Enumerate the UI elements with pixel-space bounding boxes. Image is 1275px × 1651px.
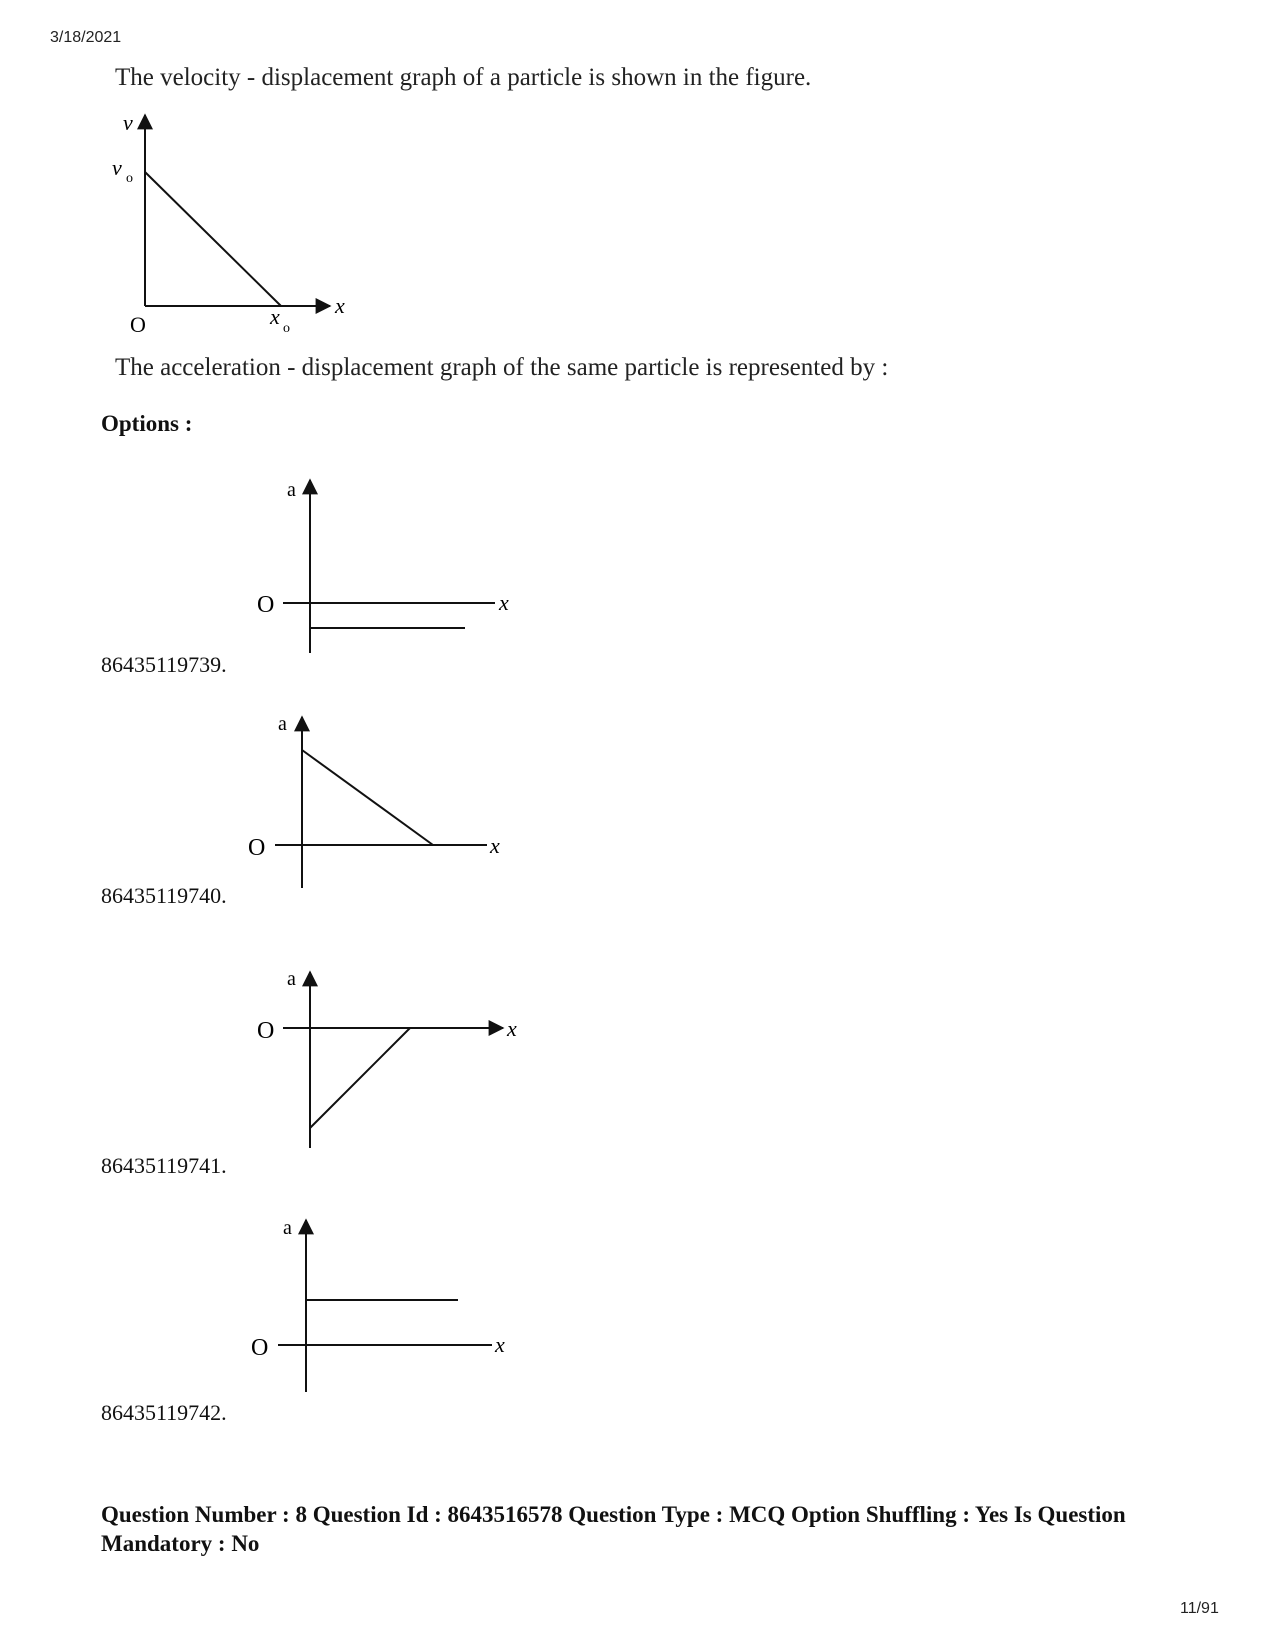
option-4-graph	[240, 1200, 520, 1400]
x-axis-label: x	[335, 293, 345, 318]
velocity-line	[145, 172, 281, 306]
question-metadata: Question Number : 8 Question Id : 8643516578 Question Type : MCQ Option Shuffling : Yes Is Question Mandatory : No	[101, 1502, 1126, 1556]
origin-label: O	[257, 1018, 275, 1044]
y-axis-label: a	[278, 713, 287, 735]
acceleration-line	[302, 750, 433, 845]
y-axis-label: v	[123, 110, 133, 135]
v0-label: v	[112, 155, 122, 180]
y-axis-label: a	[287, 968, 296, 990]
print-date: 3/18/2021	[50, 29, 122, 46]
options-heading: Options :	[101, 411, 193, 436]
option-id-3[interactable]: 86435119741.	[101, 1153, 227, 1178]
x-axis-label: x	[499, 590, 509, 615]
page-number: 11/91	[1180, 1600, 1219, 1617]
x0-label: x	[270, 304, 280, 329]
velocity-displacement-figure	[100, 100, 360, 340]
option-3-graph	[245, 960, 535, 1160]
y-axis-label: a	[287, 479, 296, 501]
question-text-line1: The velocity - displacement graph of a particle is shown in the figure.	[115, 64, 812, 91]
x-axis-label: x	[495, 1332, 505, 1357]
origin-label: O	[130, 312, 146, 337]
x-axis-label: x	[490, 833, 500, 858]
origin-label: O	[257, 592, 275, 618]
v0-subscript: o	[126, 171, 133, 186]
option-id-1[interactable]: 86435119739.	[101, 652, 227, 677]
acceleration-line	[310, 1028, 410, 1128]
origin-label: O	[248, 835, 266, 861]
option-2-graph	[240, 705, 520, 900]
origin-label: O	[251, 1335, 269, 1361]
y-axis-label: a	[283, 1217, 292, 1239]
x0-subscript: o	[283, 321, 290, 336]
question-text-line2: The acceleration - displacement graph of the same particle is represented by :	[115, 354, 889, 381]
option-id-2[interactable]: 86435119740.	[101, 883, 227, 908]
option-1-graph	[245, 470, 525, 660]
x-axis-label: x	[507, 1016, 517, 1041]
option-id-4[interactable]: 86435119742.	[101, 1400, 227, 1425]
